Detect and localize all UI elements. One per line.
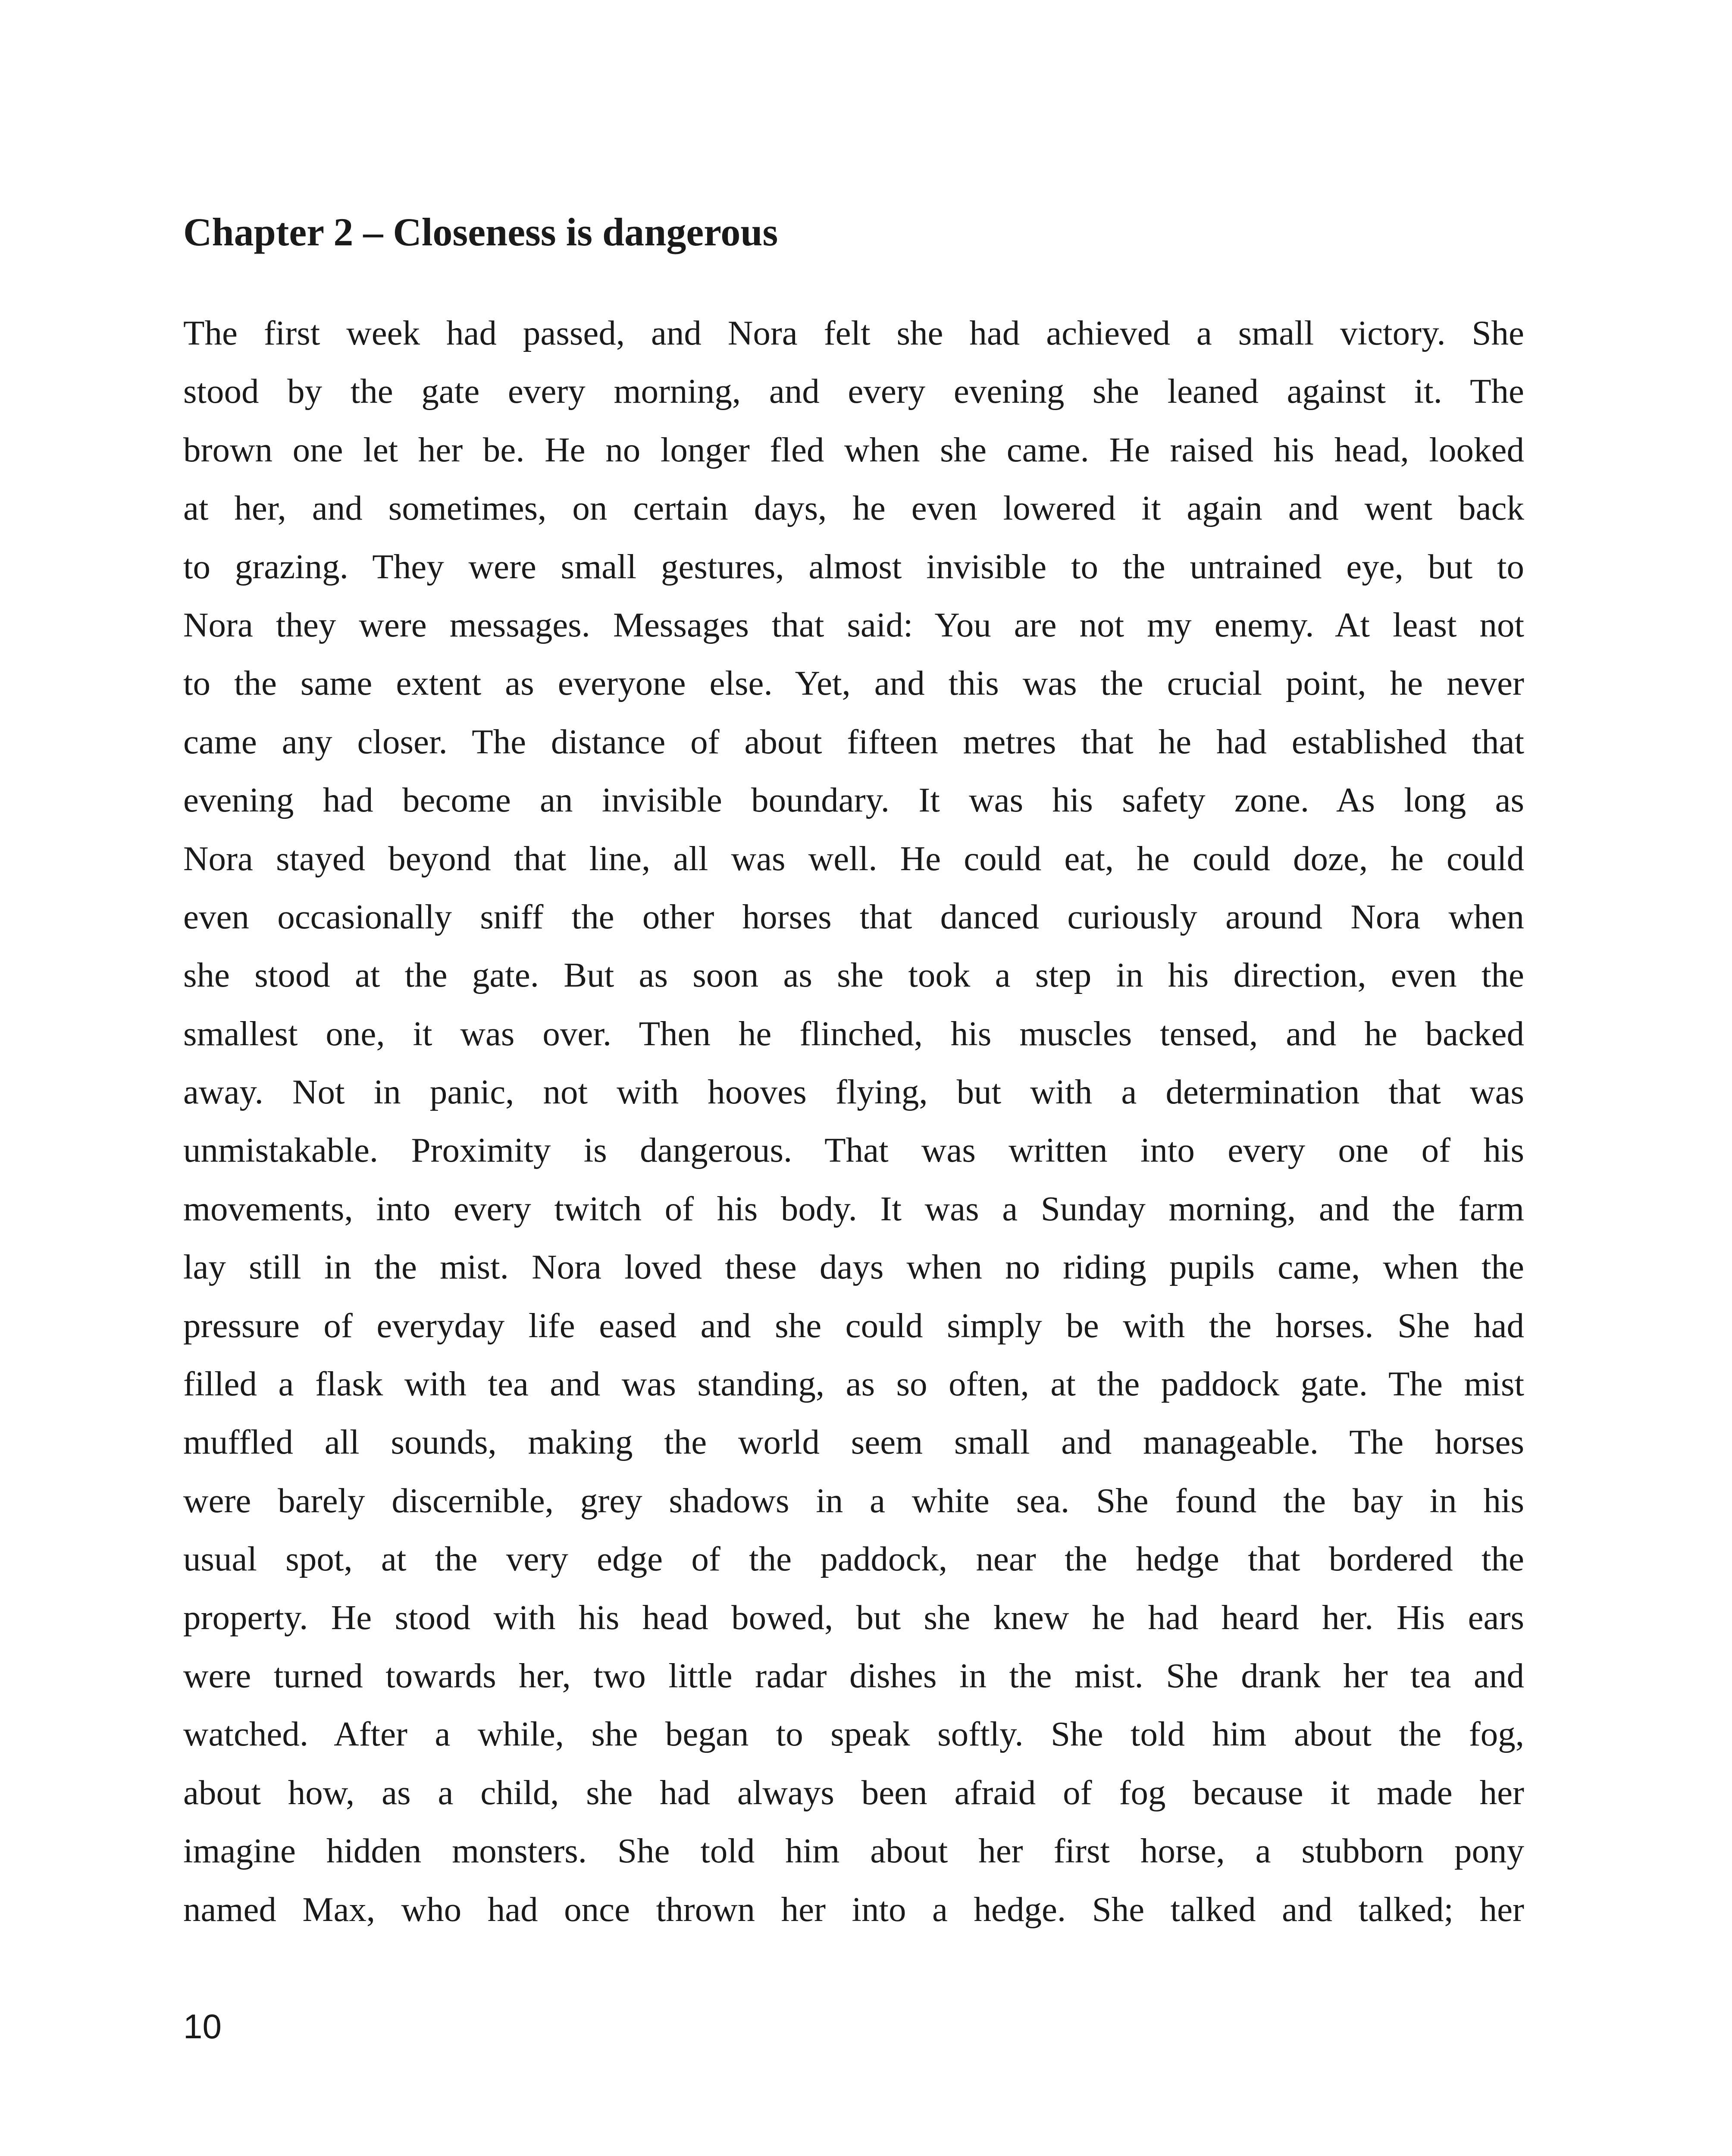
body-line: lay still in the mist. Nora loved these days when no riding pupils came, when the [183,1247,1524,1287]
body-line: usual spot, at the very edge of the paddock, near the hedge that bordered the [183,1539,1524,1579]
body-line: stood by the gate every morning, and every evening she leaned against it. The [183,372,1524,411]
body-line: she stood at the gate. But as soon as she took a step in his direction, even the [183,956,1524,995]
body-line: came any closer. The distance of about fifteen metres that he had established that [183,722,1524,761]
page-number: 10 [183,2007,222,2046]
body-line: even occasionally sniff the other horses that danced curiously around Nora when [183,897,1524,936]
body-line: to the same extent as everyone else. Yet, and this was the crucial point, he never [183,664,1524,703]
body-line: about how, as a child, she had always been afraid of fog because it made her [183,1773,1524,1812]
body-line: brown one let her be. He no longer fled when she came. He raised his head, looked [183,430,1524,469]
body-line: Nora stayed beyond that line, all was well. He could eat, he could doze, he could [183,839,1524,878]
body-line: movements, into every twitch of his body. It was a Sunday morning, and the farm [183,1189,1524,1228]
body-line: named Max, who had once thrown her into a hedge. She talked and talked; her [183,1890,1524,1929]
body-line: watched. After a while, she began to speak softly. She told him about the fog, [183,1714,1524,1754]
body-line: smallest one, it was over. Then he flinched, his muscles tensed, and he backed [183,1014,1524,1053]
body-line: were barely discernible, grey shadows in a white sea. She found the bay in his [183,1481,1524,1520]
body-line: Nora they were messages. Messages that said: You are not my enemy. At least not [183,605,1524,644]
body-line: were turned towards her, two little radar dishes in the mist. She drank her tea and [183,1656,1524,1695]
body-line: muffled all sounds, making the world seem small and manageable. The horses [183,1423,1524,1462]
body-line: imagine hidden monsters. She told him about her first horse, a stubborn pony [183,1831,1524,1871]
body-line: away. Not in panic, not with hooves flying, but with a determination that was [183,1072,1524,1112]
chapter-body [183,304,1524,1939]
body-line: evening had become an invisible boundary. It was his safety zone. As long as [183,780,1524,820]
body-line: pressure of everyday life eased and she could simply be with the horses. She had [183,1306,1524,1345]
chapter-title: Chapter 2 – Closeness is dangerous [183,210,778,254]
body-line: at her, and sometimes, on certain days, he even lowered it again and went back [183,489,1524,528]
body-line: filled a flask with tea and was standing, as so often, at the paddock gate. The mist [183,1364,1524,1404]
body-line: property. He stood with his head bowed, but she knew he had heard her. His ears [183,1598,1524,1637]
body-line: to grazing. They were small gestures, almost invisible to the untrained eye, but to [183,547,1524,586]
body-line: unmistakable. Proximity is dangerous. That was written into every one of his [183,1131,1524,1170]
body-line: The first week had passed, and Nora felt she had achieved a small victory. She [183,313,1524,352]
